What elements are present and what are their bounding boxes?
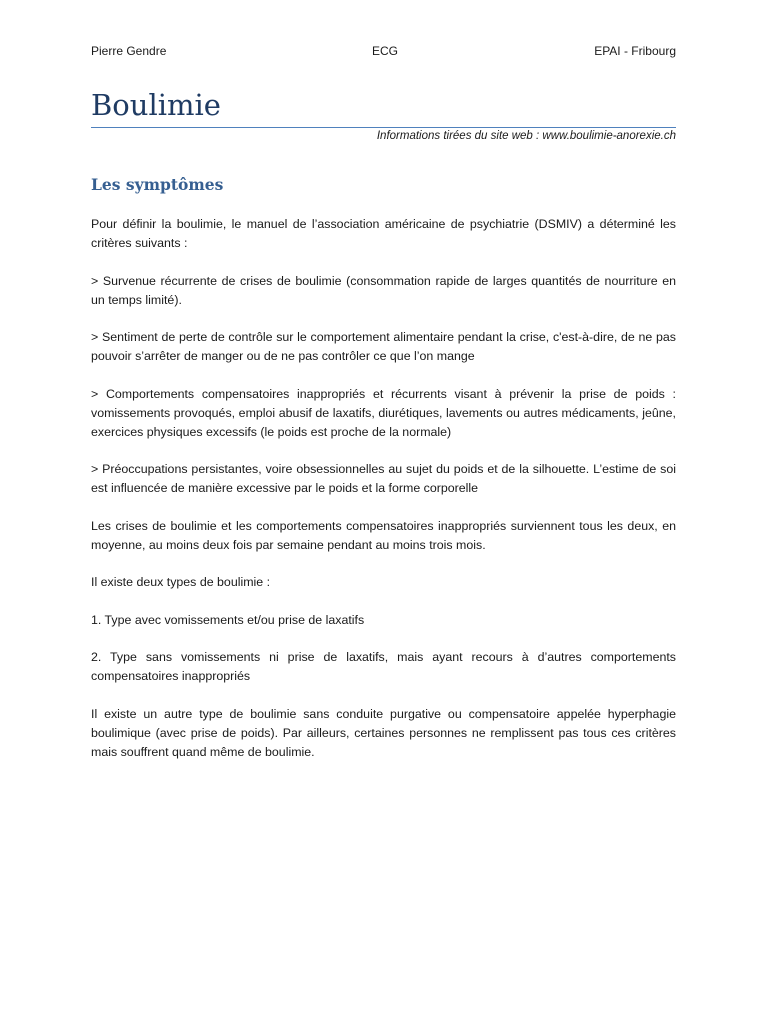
criterion-paragraph: > Sentiment de perte de contrôle sur le comportement alimentaire pendant la crise, c'est-à-dire, de ne pas pouvoir s’arrêter de manger ou de ne pas contrôler ce que l’on mange (91, 330, 676, 363)
criterion-paragraph: > Survenue récurrente de crises de boulimie (consommation rapide de larges quantités de nourriture en un temps limité). (91, 273, 676, 307)
header-course: ECG (372, 44, 399, 58)
type-item: 1. Type avec vomissements et/ou prise de laxatifs (91, 612, 365, 627)
document-title: Boulimie (91, 88, 221, 122)
section-heading: Les symptômes (91, 175, 224, 194)
source-note: Informations tirées du site web : www.boulimie-anorexie.ch (376, 130, 676, 142)
header-author: Pierre Gendre (91, 44, 167, 58)
document-page (91, 0, 676, 1024)
criterion-paragraph: > Préoccupations persistantes, voire obsessionnelles au sujet du poids et de la silhouette. L’estime de soi est influencée de manière excessive par le poids et la forme corporelle (91, 462, 676, 495)
types-intro: Il existe deux types de boulimie : (91, 575, 271, 589)
header-school: EPAI - Fribourg (594, 44, 676, 58)
section-body (91, 215, 676, 762)
type-item: 2. Type sans vomissements ni prise de laxatifs, mais ayant recours à d’autres comportements compensatoires inappropriés (91, 650, 676, 683)
running-header (91, 43, 676, 59)
closing-paragraph: Il existe un autre type de boulimie sans conduite purgative ou compensatoire appelée hyperphagie boulimique (avec prise de poids). Par ailleurs, certaines personnes ne remplissent pas tous ces critères mais souffrent quand même de boulimie. (91, 706, 676, 759)
criterion-paragraph: > Comportements compensatoires inappropriés et récurrents visant à prévenir la prise de poids : vomissements provoqués, emploi abusif de laxatifs, diurétiques, lavements ou autres médicaments, jeûne, exercices physiques excessifs (le poids est proche de la normale) (91, 386, 676, 439)
types-list (91, 611, 676, 687)
intro-paragraph: Pour définir la boulimie, le manuel de l’association américaine de psychiatrie (DSMIV) a déterminé les critères suivants : (91, 217, 676, 250)
frequency-paragraph: Les crises de boulimie et les comportements compensatoires inappropriés surviennent tous les deux, en moyenne, au moins deux fois par semaine pendant au moins trois mois. (91, 518, 676, 552)
